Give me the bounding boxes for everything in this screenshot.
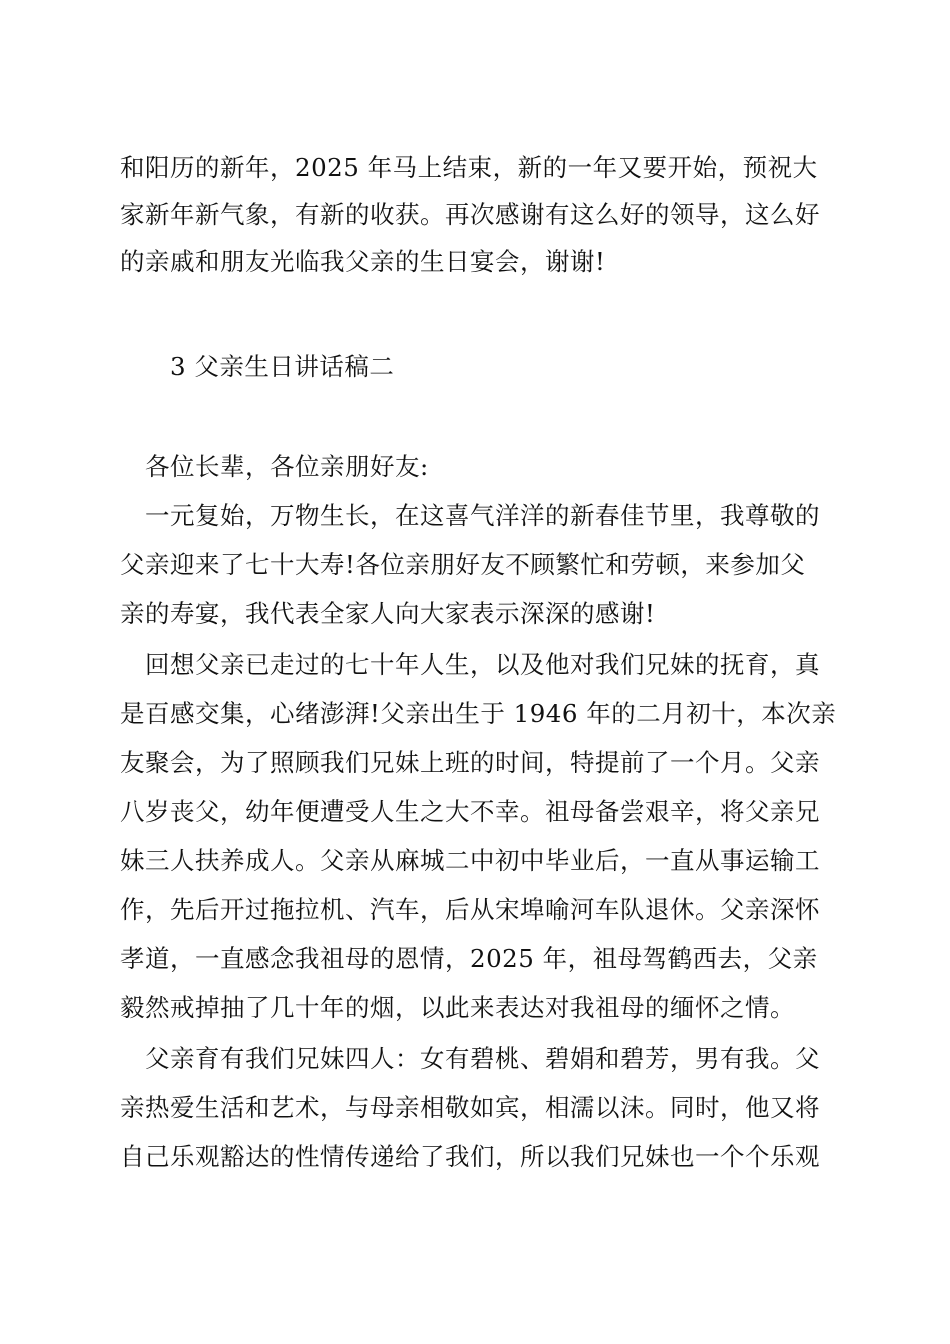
paragraph-line: 家新年新气象，有新的收获。再次感谢有这么好的领导，这么好 (120, 200, 820, 229)
section-heading: 3 父亲生日讲话稿二 (170, 352, 395, 381)
paragraph-line: 孝道，一直感念我祖母的恩情，2025 年，祖母驾鹤西去，父亲 (120, 944, 818, 973)
paragraph-line: 亲的寿宴，我代表全家人向大家表示深深的感谢! (120, 599, 656, 628)
paragraph-line: 妹三人扶养成人。父亲从麻城二中初中毕业后，一直从事运输工 (120, 846, 820, 875)
paragraph-line: 回想父亲已走过的七十年人生，以及他对我们兄妹的抚育，真 (145, 650, 820, 679)
paragraph-line: 亲热爱生活和艺术，与母亲相敬如宾，相濡以沫。同时，他又将 (120, 1093, 820, 1122)
paragraph-line: 毅然戒掉抽了几十年的烟，以此来表达对我祖母的缅怀之情。 (120, 993, 795, 1022)
paragraph-line: 是百感交集，心绪澎湃!父亲出生于 1946 年的二月初十，本次亲 (120, 699, 837, 728)
paragraph-line: 八岁丧父，幼年便遭受人生之大不幸。祖母备尝艰辛，将父亲兄 (120, 797, 820, 826)
paragraph-line: 的亲戚和朋友光临我父亲的生日宴会，谢谢! (120, 247, 606, 276)
paragraph-line: 友聚会，为了照顾我们兄妹上班的时间，特提前了一个月。父亲 (120, 748, 820, 777)
paragraph-line: 作，先后开过拖拉机、汽车，后从宋埠喻河车队退休。父亲深怀 (120, 895, 820, 924)
paragraph-line: 一元复始，万物生长，在这喜气洋洋的新春佳节里，我尊敬的 (145, 501, 820, 530)
paragraph-line: 父亲育有我们兄妹四人：女有碧桃、碧娟和碧芳，男有我。父 (145, 1044, 820, 1073)
salutation-line: 各位长辈，各位亲朋好友: (145, 452, 429, 481)
paragraph-line: 自己乐观豁达的性情传递给了我们，所以我们兄妹也一个个乐观 (120, 1142, 820, 1171)
paragraph-line: 和阳历的新年，2025 年马上结束，新的一年又要开始，预祝大 (120, 153, 818, 182)
paragraph-line: 父亲迎来了七十大寿!各位亲朋好友不顾繁忙和劳顿，来参加父 (120, 550, 806, 579)
